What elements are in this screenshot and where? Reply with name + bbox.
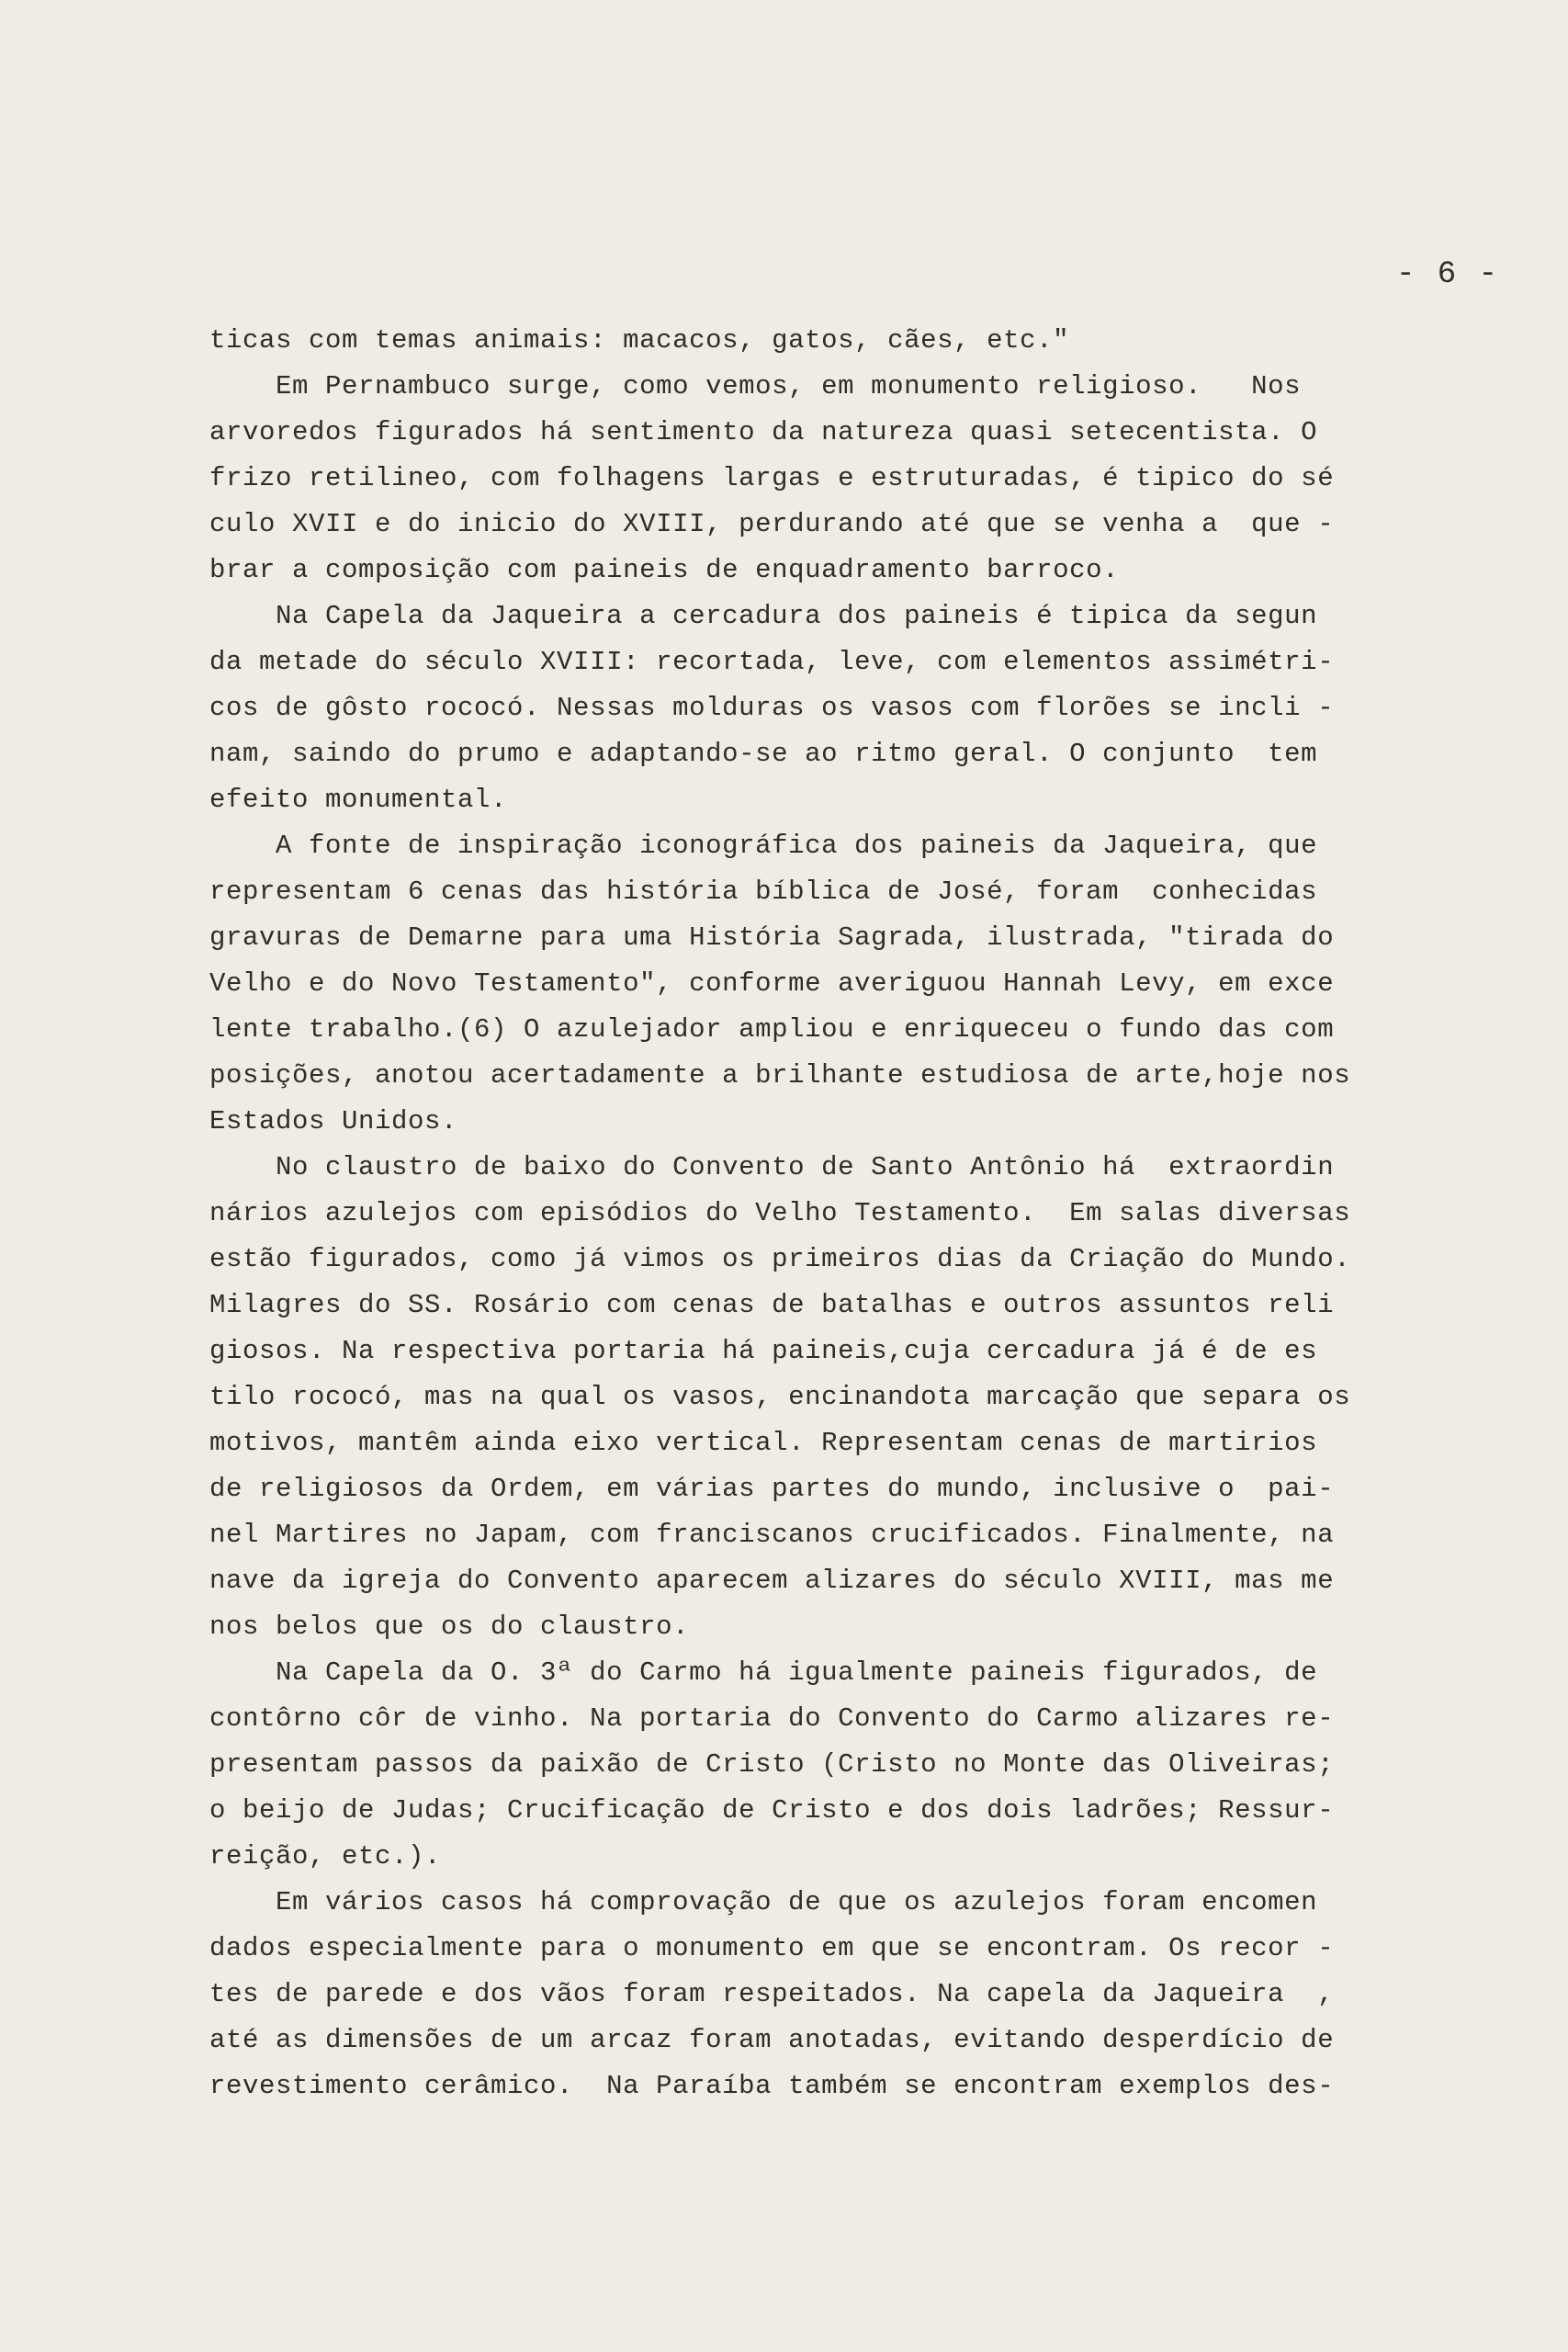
- text-line: Milagres do SS. Rosário com cenas de batalhas e outros assuntos reli: [209, 1290, 1335, 1320]
- text-line: cos de gôsto rococó. Nessas molduras os vasos com florões se incli -: [209, 693, 1335, 723]
- text-line: de religiosos da Ordem, em várias partes do mundo, inclusive o pai-: [209, 1474, 1335, 1504]
- text-line: reição, etc.).: [209, 1841, 442, 1871]
- text-line: nos belos que os do claustro.: [209, 1611, 690, 1642]
- page-number: - 6 -: [1396, 257, 1500, 292]
- text-line: ticas com temas animais: macacos, gatos, cães, etc.": [209, 325, 1070, 356]
- text-line: revestimento cerâmico. Na Paraíba também se encontram exemplos des-: [209, 2071, 1335, 2101]
- text-line: o beijo de Judas; Crucificação de Cristo e dos dois ladrões; Ressur-: [209, 1795, 1335, 1826]
- text-line: arvoredos figurados há sentimento da natureza quasi setecentista. O: [209, 417, 1318, 447]
- text-line: posições, anotou acertadamente a brilhante estudiosa de arte,hoje nos: [209, 1060, 1351, 1091]
- text-line: giosos. Na respectiva portaria há paineis,cuja cercadura já é de es: [209, 1336, 1318, 1366]
- text-line: Na Capela da Jaqueira a cercadura dos paineis é tipica da segun: [209, 601, 1318, 631]
- text-line: frizo retilineo, com folhagens largas e estruturadas, é tipico do sé: [209, 463, 1335, 493]
- text-line: Na Capela da O. 3ª do Carmo há igualmente paineis figurados, de: [209, 1657, 1318, 1688]
- text-line: até as dimensões de um arcaz foram anotadas, evitando desperdício de: [209, 2025, 1335, 2055]
- text-line: nel Martires no Japam, com franciscanos crucificados. Finalmente, na: [209, 1520, 1335, 1550]
- text-line: nam, saindo do prumo e adaptando-se ao ritmo geral. O conjunto tem: [209, 739, 1318, 769]
- text-line: Estados Unidos.: [209, 1106, 458, 1136]
- text-line: tes de parede e dos vãos foram respeitados. Na capela da Jaqueira ,: [209, 1979, 1335, 2009]
- text-line: culo XVII e do inicio do XVIII, perdurando até que se venha a que -: [209, 509, 1335, 539]
- text-line: lente trabalho.(6) O azulejador ampliou e enriqueceu o fundo das com: [209, 1014, 1335, 1045]
- text-line: No claustro de baixo do Convento de Santo Antônio há extraordin: [209, 1152, 1335, 1182]
- text-line: efeito monumental.: [209, 785, 508, 815]
- text-line: estão figurados, como já vimos os primeiros dias da Criação do Mundo.: [209, 1244, 1351, 1274]
- text-line: Velho e do Novo Testamento", conforme averiguou Hannah Levy, em exce: [209, 968, 1335, 999]
- body-text: [209, 318, 1472, 2109]
- text-line: nários azulejos com episódios do Velho Testamento. Em salas diversas: [209, 1198, 1351, 1228]
- text-line: presentam passos da paixão de Cristo (Cristo no Monte das Oliveiras;: [209, 1749, 1335, 1780]
- text-line: motivos, mantêm ainda eixo vertical. Representam cenas de martirios: [209, 1428, 1318, 1458]
- text-line: dados especialmente para o monumento em que se encontram. Os recor -: [209, 1933, 1335, 1963]
- text-line: nave da igreja do Convento aparecem alizares do século XVIII, mas me: [209, 1566, 1335, 1596]
- text-line: brar a composição com paineis de enquadramento barroco.: [209, 555, 1120, 585]
- text-line: A fonte de inspiração iconográfica dos paineis da Jaqueira, que: [209, 831, 1318, 861]
- text-line: contôrno côr de vinho. Na portaria do Convento do Carmo alizares re-: [209, 1703, 1335, 1734]
- text-line: representam 6 cenas das história bíblica de José, foram conhecidas: [209, 876, 1318, 907]
- text-line: da metade do século XVIII: recortada, leve, com elementos assimétri-: [209, 647, 1335, 677]
- text-line: Em Pernambuco surge, como vemos, em monumento religioso. Nos: [209, 371, 1302, 401]
- text-line: gravuras de Demarne para uma História Sagrada, ilustrada, "tirada do: [209, 922, 1335, 953]
- text-line: Em vários casos há comprovação de que os azulejos foram encomen: [209, 1887, 1318, 1917]
- text-line: tilo rococó, mas na qual os vasos, encinandota marcação que separa os: [209, 1382, 1351, 1412]
